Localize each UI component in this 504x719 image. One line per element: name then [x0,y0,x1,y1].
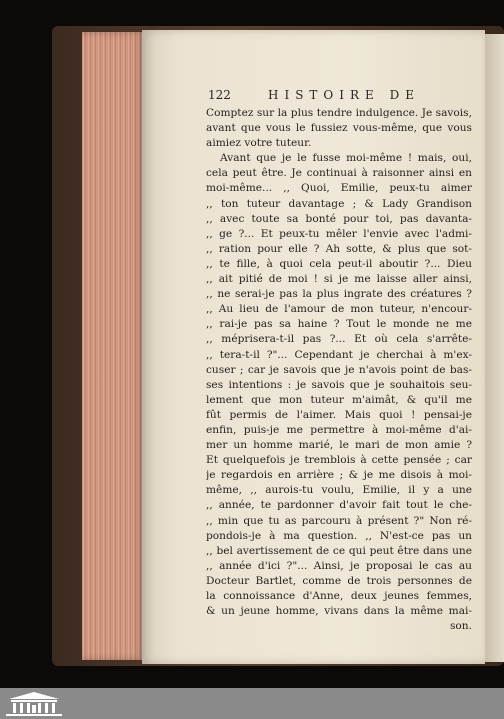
text-line: ,, ton tuteur davantage ; & Lady Grandison [206,197,472,210]
text-line: Avant que je le fusse moi-même ! mais, oui, [220,152,472,165]
text-line: enfin, puis-je me permettre à moi-même d'ai- [206,423,472,436]
text-line: ,, année d'ici ?"... Ainsi, je proposai le cas au [206,559,472,572]
text-line: fût permis de l'aimer. Mais quoi ! pensai-je [206,408,472,421]
text-line: mer un homme marié, le mari de mon amie ? [206,439,472,452]
body-text [206,106,472,634]
facing-page-edge [485,34,504,662]
text-line: la connoissance d'Anne, deux jeunes femmes, [206,590,472,602]
text-line: ,, année, te pardonner d'avoir fait tout le che- [206,499,472,512]
text-line: ,, ne serai-je pas la plus ingrate des créatures ? [206,288,472,301]
text-line: Comptez sur la plus tendre indulgence. Je savois, [206,107,472,119]
page-number: 122 [208,88,231,102]
text-line: Docteur Bartlet, comme de trois personnes de [206,574,472,587]
text-line: même, ,, aurois-tu voulu, Emilie, il y a une [206,484,472,497]
text-line: & un jeune homme, vivans dans la même mai- [206,605,472,618]
text-line: ,, ait pitié de moi ! si je me laisse aller ainsi, [206,273,472,286]
page-header [208,88,478,106]
text-line: aimiez votre tuteur. [206,137,312,150]
text-line: ,, bel avertissement de ce qui peut être dans une [206,544,472,557]
running-title: HISTOIRE DE [268,88,420,102]
text-line: pondois-je à ma question. ,, N'est-ce pas un [206,529,472,542]
text-line: ,, min que tu as parcouru à présent ?" Non ré- [206,514,472,527]
text-line: ,, ge ?... Et peux-tu mêler l'envie avec l'admi- [206,227,472,240]
footer-strip [0,688,504,719]
text-line: ,, avec toute sa bonté pour toi, pas davanta- [206,212,472,225]
text-line: ,, Au lieu de l'amour de mon tuteur, n'encour- [206,303,472,316]
text-line: son. [449,620,472,633]
text-line: cuser ; car je savois que je n'avois point de bas- [206,363,472,376]
text-line: cela peut être. Je continuai à raisonner ainsi en [206,167,472,180]
text-line: ,, te fille, à quoi cela peut-il aboutir ?... Dieu [206,257,472,270]
text-line: ,, rai-je pas sa haine ? Tout le monde ne me [206,318,472,331]
text-line: je regardois en arrière ; & je me disois à moi- [206,469,472,482]
text-line: Et quelquefois je tremblois à cette pensée ; car [206,454,472,467]
library-building-icon [5,690,63,717]
text-line: moi-même... ,, Quoi, Emilie, peux-tu aimer [206,182,472,195]
text-line: ,, tera-t-il ?"... Cependant je cherchai à m'ex- [206,348,472,361]
text-line: ,, méprisera-t-il pas ?... Et où cela s'arrête- [206,333,472,346]
text-line: avant que vous le fussiez vous-même, que vous [206,122,472,135]
page-edges [82,32,146,660]
text-line: lement que mon tuteur m'aimât, & qu'il me [206,393,472,406]
text-line: ses intentions : je savois que je souhaitois seu- [206,378,472,391]
text-line: ,, ration pour elle ? Ah sotte, & plus que sot- [206,242,472,255]
